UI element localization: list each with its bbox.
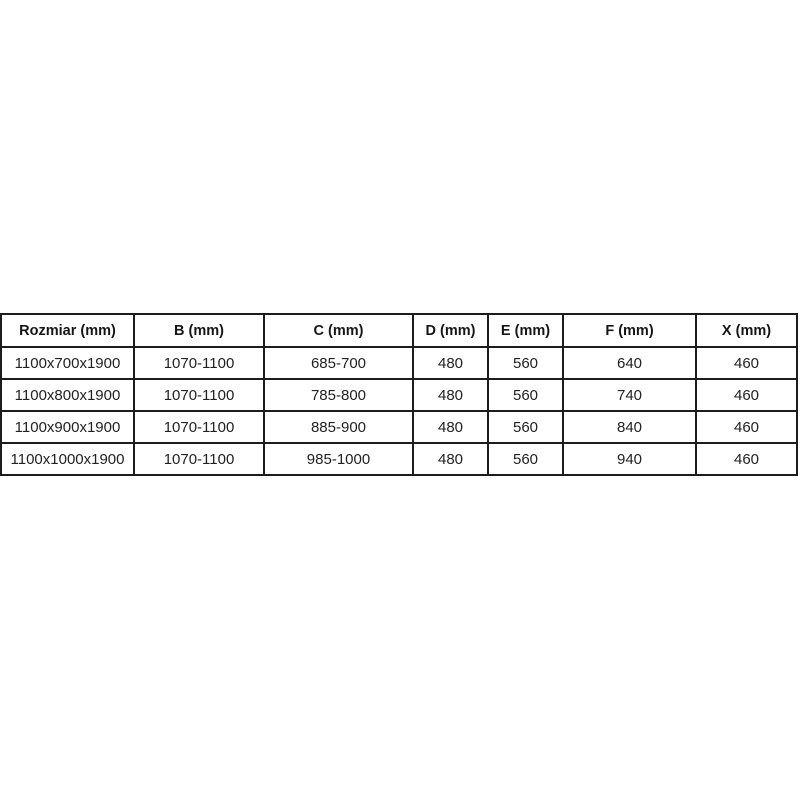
table-cell: 1100x700x1900 [1, 347, 134, 379]
table-cell: 1100x900x1900 [1, 411, 134, 443]
table-cell: 560 [488, 411, 563, 443]
table-cell: 480 [413, 443, 488, 475]
column-header-d: D (mm) [413, 314, 488, 347]
table-cell: 1070-1100 [134, 347, 264, 379]
table-cell: 785-800 [264, 379, 413, 411]
column-header-b: B (mm) [134, 314, 264, 347]
spec-table [0, 313, 798, 476]
table-cell: 460 [696, 411, 797, 443]
table-cell: 460 [696, 379, 797, 411]
table-cell: 1100x800x1900 [1, 379, 134, 411]
table-cell: 460 [696, 443, 797, 475]
table-row [1, 347, 797, 379]
table-cell: 560 [488, 347, 563, 379]
table-header-row [1, 314, 797, 347]
table-cell: 685-700 [264, 347, 413, 379]
table-cell: 640 [563, 347, 696, 379]
table-cell: 460 [696, 347, 797, 379]
table-cell: 840 [563, 411, 696, 443]
table-cell: 1070-1100 [134, 443, 264, 475]
table-cell: 480 [413, 411, 488, 443]
table-cell: 740 [563, 379, 696, 411]
table-cell: 1100x1000x1900 [1, 443, 134, 475]
column-header-e: E (mm) [488, 314, 563, 347]
table-cell: 940 [563, 443, 696, 475]
table-cell: 480 [413, 347, 488, 379]
table-cell: 560 [488, 443, 563, 475]
table-cell: 885-900 [264, 411, 413, 443]
column-header-x: X (mm) [696, 314, 797, 347]
table-cell: 1070-1100 [134, 379, 264, 411]
column-header-f: F (mm) [563, 314, 696, 347]
table-row [1, 379, 797, 411]
table-row [1, 411, 797, 443]
column-header-rozmiar: Rozmiar (mm) [1, 314, 134, 347]
table-cell: 480 [413, 379, 488, 411]
table-cell: 985-1000 [264, 443, 413, 475]
table-cell: 1070-1100 [134, 411, 264, 443]
table-row [1, 443, 797, 475]
table-cell: 560 [488, 379, 563, 411]
column-header-c: C (mm) [264, 314, 413, 347]
